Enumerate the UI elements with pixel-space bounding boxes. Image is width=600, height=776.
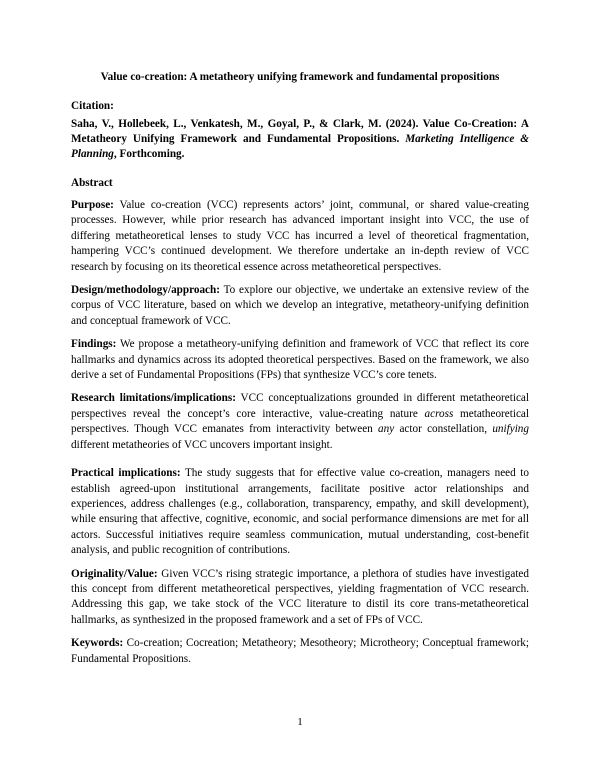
- citation-journal: Marketing Intelligence & Planning: [71, 133, 529, 160]
- citation-authors: Saha, V., Hollebeek, L., Venkatesh, M., Goyal, P., & Clark, M. (2024). Value Co-Creation: A Metatheory Unifying Framework and Fundamental Propositions.: [71, 118, 529, 145]
- citation-text: [71, 117, 529, 162]
- page-number: 1: [297, 716, 303, 728]
- paper-title: Value co-creation: A metatheory unifying framework and fundamental propositions: [100, 71, 500, 83]
- limitations-text-3: actor constellation,: [394, 423, 493, 436]
- abstract-heading: Abstract: [71, 177, 113, 189]
- citation-heading: Citation:: [71, 100, 114, 112]
- abstract-design: [71, 283, 529, 329]
- abstract-findings: [71, 337, 529, 383]
- practical-label: Practical implications:: [71, 467, 181, 480]
- limitations-text-1: VCC conceptualizations grounded in different metatheoretical perspectives reveal the concept’s core interactive, value-creating nature: [71, 392, 529, 420]
- abstract-purpose: [71, 198, 529, 275]
- purpose-label: Purpose:: [71, 199, 114, 211]
- findings-text: We propose a metatheory-unifying definition and framework of VCC that reflect its core hallmarks and dynamics across its adopted theoretical perspectives. Based on the framework, we also derive a set of Fundamental Propositions (FPs) that synthesize VCC’s core tenets.: [71, 338, 529, 382]
- abstract-keywords: [71, 636, 529, 667]
- purpose-text: Value co-creation (VCC) represents actors’ joint, communal, or shared value-creating processes. However, while prior research has advanced important insight into VCC, the use of differing metatheoretical lenses to study VCC has incurred a level of theoretical fragmentation, hampering VCC’s continued development. We therefore undertake an in-depth review of VCC research by focusing on its theoretical essence across metatheoretical perspectives.: [71, 199, 529, 273]
- abstract-originality: [71, 567, 529, 629]
- limitations-em-1: across: [424, 407, 454, 420]
- abstract-practical: [71, 466, 529, 558]
- citation-status: , Forthcoming.: [113, 148, 185, 160]
- limitations-text-2: metatheoretical perspectives. Though VCC emanates from interactivity between: [71, 407, 530, 436]
- limitations-em-2: any: [378, 423, 395, 436]
- limitations-label: Research limitations/implications:: [71, 392, 236, 405]
- practical-text: The study suggests that for effective value co-creation, managers need to establish agreed-upon institutional arrangements, facilitate positive actor relationships and experiences, address challenges (e.g., collaboration, transparency, empathy, and skill development), while ensuring that affective, cognitive, economic, and social performance dimensions are met for all actors. Successful initiatives require seamless communication, mutual understanding, cost-benefit analysis, and public recognition of contributions.: [71, 467, 529, 557]
- design-label: Design/methodology/approach:: [71, 284, 220, 297]
- originality-label: Originality/Value:: [71, 567, 158, 580]
- limitations-text-4: different metatheories of VCC uncovers important insight.: [71, 438, 333, 451]
- design-text: To explore our objective, we undertake an extensive review of the corpus of VCC literature, based on which we develop an integrative, metatheory-unifying definition and conceptual framework of VCC.: [71, 284, 529, 327]
- limitations-em-3: unifying: [492, 423, 529, 436]
- abstract-limitations: [71, 391, 529, 453]
- keywords-text: Co-creation; Cocreation; Metatheory; Mesotheory; Microtheory; Conceptual framework; Fundamental Propositions.: [71, 637, 529, 665]
- findings-label: Findings:: [71, 338, 117, 351]
- keywords-label: Keywords:: [71, 637, 124, 650]
- originality-text: Given VCC’s rising strategic importance, a plethora of studies have investigated this concept from different metatheoretical perspectives, yielding fragmentation of VCC research. Addressing this gap, we take stock of the VCC literature to distil its core trans-metatheoretical hallmarks, as synthesized in the proposed framework and a set of FPs of VCC.: [71, 567, 529, 626]
